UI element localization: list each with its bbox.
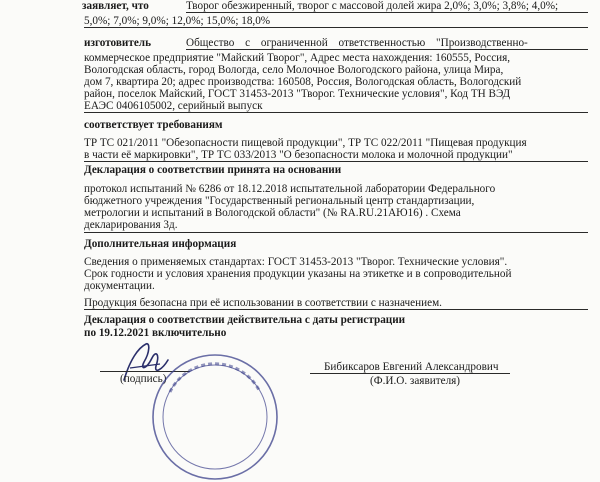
underline [84,232,588,233]
applicant-name: Бибиксаров Евгений Александрович [324,361,499,373]
requirements-label: соответствует требованиям [84,119,223,131]
basis-line-1: протокол испытаний № 6286 от 18.12.2018 испытательной лаборатории Федерального [84,183,496,195]
manufacturer-label: изготовитель [84,37,151,49]
signature-label: (подпись) [120,373,167,385]
requirements-line-2: в части её маркировки", ТР ТС 033/2013 "О безопасности молока и молочной продукции" [84,149,513,161]
manufacturer-line-4: дом 7, квартира 20; адрес производства: 160508, Россия, Вологодская область, Вологодский [84,76,522,88]
underline [84,112,588,113]
manufacturer-line-3: Вологодская область, город Вологда, село Молочное Вологодского района, улица Мира, [84,64,504,76]
basis-line-3: метрологии и испытаний в Вологодской области" (№ RA.RU.21АЮ16) . Схема [84,207,461,219]
additional-line-4: Продукция безопасна при её использовании в соответствии с назначением. [84,297,442,309]
declares-line-1: Творог обезжиренный, творог с массовой долей жира 2,0%; 3,0%; 3,8%; 4,0%; [186,0,559,12]
manufacturer-line-1: Общество с ограниченной ответственностью "Производственно- [186,37,528,49]
applicant-name-label: (Ф.И.О. заявителя) [370,375,461,387]
additional-line-1: Сведения о применяемых стандартах: ГОСТ 31453-2013 "Творог. Технические условия". [84,256,508,268]
manufacturer-line-5: район, поселок Майский, ГОСТ 31453-2013 "Творог. Технические условия", Код ТН ВЭД [84,88,511,100]
basis-label: Декларация о соответствии принята на основании [84,164,342,176]
underline [84,161,588,162]
basis-line-2: бюджетного учреждения "Государственный региональный центр стандартизации, [84,195,475,207]
underline [84,309,588,310]
manufacturer-line-2: коммерческое предприятие "Майский Творог", Адрес места нахождения: 160555, Россия, [84,52,511,64]
underline [186,49,588,50]
declares-label: заявляет, что [82,0,149,12]
name-line [310,373,510,374]
additional-line-3: документации. [84,280,155,292]
declares-line-2: 5,0%; 7,0%; 9,0%; 12,0%; 15,0%; 18,0% [84,15,271,27]
validity-line-1: Декларация о соответствии действительна с даты регистрации [84,314,406,326]
underline [186,12,588,13]
manufacturer-line-6: ЕАЭС 0406105002, серийный выпуск [84,100,263,112]
underline [84,27,588,28]
requirements-line-1: ТР ТС 021/2011 "Обезопасности пищевой продукции", ТР ТС 022/2011 "Пищевая продукция [84,137,527,149]
additional-line-2: Срок годности и условия хранения продукции указаны на этикетке и в сопроводительной [84,268,512,280]
basis-line-4: декларирования 3д. [84,219,178,231]
company-stamp-icon [150,352,280,482]
additional-label: Дополнительная информация [84,238,237,250]
validity-line-2: по 19.12.2021 включительно [84,327,227,339]
